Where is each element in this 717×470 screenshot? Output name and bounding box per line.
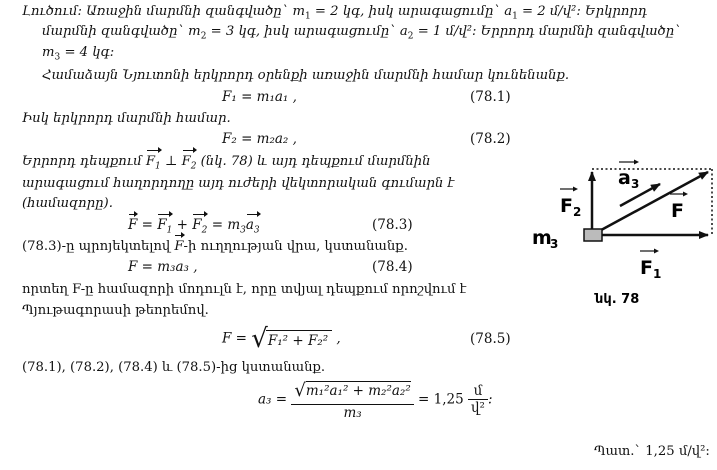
mass-block — [584, 229, 602, 241]
resultant-line-1: որտեղ F-ը համազորի մոդուլն է, որը տվյալ դեպքում որոշվում է — [22, 282, 467, 297]
resultant-line-2: Պյութագորասի թեորեմով. — [22, 303, 209, 318]
third-case-line-3: (համազորը). — [22, 196, 113, 211]
m2-subscript: 2 — [200, 31, 207, 42]
second-body-text: Իսկ երկրորդ մարմնի համար. — [22, 111, 231, 126]
third-case-line-1 — [22, 153, 431, 176]
svg-text:3: 3 — [550, 237, 559, 251]
perp-symbol: ⊥ — [160, 154, 182, 169]
m1-value: = 2 կգ, իսկ արագացումը` — [310, 4, 505, 19]
vector-f2: $F_2$ — [182, 153, 197, 176]
a1-subscript: 1 — [512, 11, 518, 22]
newton-law-text: Համաձայն Նյուտոնի երկրորդ օրենքի առաջին մարմնի համար կունենանք. — [42, 68, 570, 83]
m3-letter: m — [227, 217, 241, 233]
a1-value: = 2 մ/վ²: Երկրորդ — [517, 4, 648, 19]
projection-text: (78.3)-ը պրոյեկտելով — [22, 239, 175, 254]
projection-text-rest: -ի ուղղության վրա, կստանանք. — [183, 239, 408, 254]
a2-value: = 1 մ/վ²: Երրորդ մարմնի զանգվածը` — [413, 24, 681, 39]
a1-symbol: a — [504, 4, 513, 19]
figure-78 — [520, 150, 717, 310]
equation-78-2: F₂ = m₂a₂ , — [222, 131, 297, 147]
given-line-2 — [42, 23, 681, 46]
answer: Պատ.` 1,25 մ/վ²: — [594, 444, 710, 459]
a2-symbol: a — [399, 24, 408, 39]
given-line-3 — [42, 44, 114, 67]
conclusion-line: (78.1), (78.2), (78.4) և (78.5)-ից կստանանք. — [22, 360, 326, 375]
svg-text:2: 2 — [573, 205, 582, 219]
m2-value: = 3 կգ, իսկ արագացումը` — [206, 24, 400, 39]
equation-78-5-number: (78.5) — [470, 331, 511, 347]
label-m3 — [532, 227, 558, 251]
a3-letter: a — [245, 217, 254, 233]
m3-value: = 4 կգ: — [60, 45, 115, 60]
vector-a3: $a_3$ — [245, 217, 260, 236]
label-a3 — [618, 160, 639, 192]
final-equation — [258, 378, 493, 421]
figure-caption: նկ. 78 — [595, 292, 640, 307]
eq5-lhs: F = — [222, 330, 247, 347]
svg-text:a: a — [618, 167, 631, 189]
vector-f2-eq: $F_2$ — [192, 217, 208, 236]
projection-line — [22, 238, 408, 256]
eq5-radicand: F₁² + F₂² — [266, 330, 332, 349]
final-fraction — [291, 378, 413, 421]
vector-f-inline: F — [174, 239, 184, 254]
label-f — [670, 192, 688, 223]
m1-subscript: 1 — [304, 11, 311, 22]
label-f2 — [560, 187, 581, 220]
equation-78-5 — [222, 326, 341, 352]
final-numerator: √m₁²a₁² + m₂²a₂² — [291, 378, 413, 405]
final-unit — [468, 383, 488, 416]
vector-f: F — [128, 217, 138, 233]
m3-subscript: 3 — [54, 52, 61, 63]
final-numerator-expr: m₁²a₁² + m₂²a₂² — [305, 382, 411, 399]
third-case-text: Երրորդ դեպքում — [22, 154, 146, 169]
a2-subscript: 2 — [407, 31, 414, 42]
m1-symbol: m — [292, 4, 305, 19]
given-text-2: մարմնի զանգվածը` — [42, 24, 189, 39]
equation-78-2-number: (78.2) — [470, 131, 511, 147]
equation-78-4-number: (78.4) — [372, 259, 413, 275]
svg-text:F: F — [671, 200, 684, 222]
third-case-line-2: արագացում հաղորդողը այդ ուժերի վեկտորական գումարն է — [22, 176, 455, 191]
eq6-lhs: a₃ = — [258, 391, 288, 408]
vector-f1: $F_1$ — [146, 153, 161, 176]
unit-denominator: վ² — [471, 400, 485, 416]
label-f1 — [640, 249, 661, 282]
equation-78-1: F₁ = m₁a₁ , — [222, 89, 297, 105]
unit-numerator: մ — [468, 383, 488, 400]
given-text-1: Լուծում: Առաջին մարմնի զանգվածը` — [22, 4, 293, 19]
final-end: : — [487, 391, 493, 408]
svg-text:m: m — [532, 227, 552, 249]
equation-78-4: F = m₃a₃ , — [128, 259, 198, 275]
equation-78-3-number: (78.3) — [372, 217, 413, 233]
equation-78-1-number: (78.1) — [470, 89, 511, 105]
svg-text:F: F — [560, 195, 573, 217]
svg-text:F: F — [640, 257, 653, 279]
vector-f1-eq: $F_1$ — [157, 217, 173, 236]
svg-text:3: 3 — [631, 177, 640, 191]
svg-text:1: 1 — [653, 267, 662, 281]
final-result: = 1,25 — [418, 391, 464, 408]
square-root: √F₁² + F₂² — [251, 326, 332, 352]
third-case-text-rest: (նկ. 78) և այդ դեպքում մարմնին — [196, 154, 431, 169]
f-resultant-arrow — [592, 172, 708, 235]
f2-letter: F — [192, 217, 202, 233]
m3-symbol: m — [42, 45, 55, 60]
f1-letter: F — [157, 217, 167, 233]
equation-78-3: $F = F_1 + F_2 = m_3a_3$ — [128, 217, 260, 236]
final-denominator: m₃ — [343, 405, 362, 421]
eq5-tail: , — [332, 330, 341, 347]
m2-symbol: m — [188, 24, 201, 39]
